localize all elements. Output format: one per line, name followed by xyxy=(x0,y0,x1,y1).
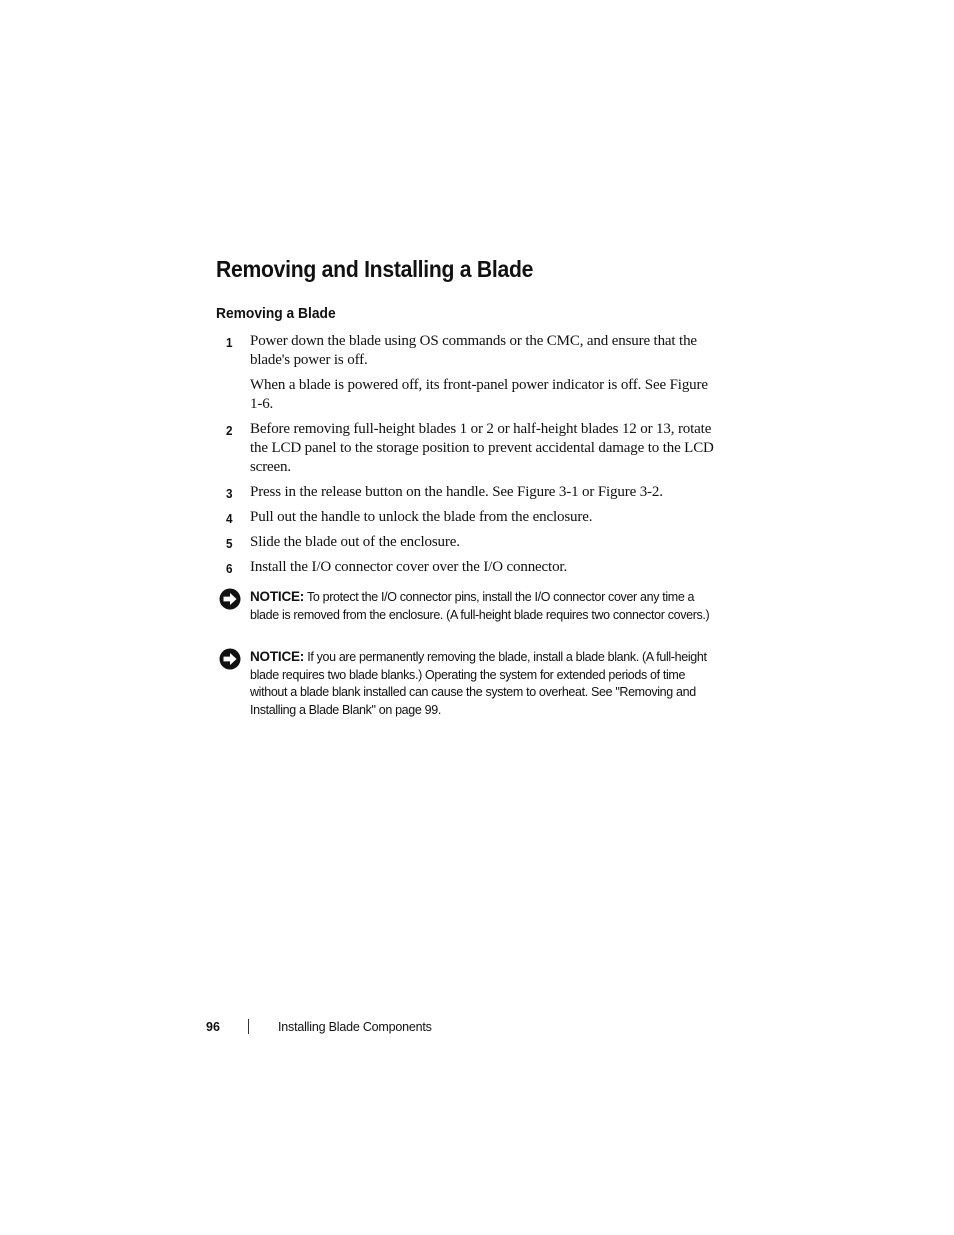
step-note: When a blade is powered off, its front-panel power indicator is off. See Figure 1-6. xyxy=(250,377,708,412)
step-1 xyxy=(226,332,716,414)
step-number: 5 xyxy=(226,536,233,551)
step-text: Before removing full-height blades 1 or 2 or half-height blades 12 or 13, rotate the LCD panel to the storage position to prevent accidental damage to the LCD screen. xyxy=(250,421,714,475)
step-number: 3 xyxy=(226,486,233,501)
step-number: 4 xyxy=(226,511,233,526)
notice-body: If you are permanently removing the blade, install a blade blank. (A full-height blade requires two blade blanks.) Operating the system for extended periods of time without a blade blank installed can cause the system to overheat. See "Removing and Installing a Blade Blank" on page 99. xyxy=(250,650,707,717)
step-text: Install the I/O connector cover over the I/O connector. xyxy=(250,559,568,575)
step-2 xyxy=(226,420,716,477)
notice-label: NOTICE: xyxy=(250,589,305,604)
step-4 xyxy=(226,508,716,527)
notice-arrow-icon xyxy=(219,588,241,610)
step-text: Power down the blade using OS commands or the CMC, and ensure that the blade's power is off. xyxy=(250,333,697,368)
notice-block xyxy=(219,588,716,624)
notice-body: To protect the I/O connector pins, install the I/O connector cover any time a blade is removed from the enclosure. (A full-height blade requires two connector covers.) xyxy=(250,590,710,622)
procedure-steps xyxy=(226,332,716,583)
step-text: Pull out the handle to unlock the blade from the enclosure. xyxy=(250,509,593,525)
step-text: Slide the blade out of the enclosure. xyxy=(250,534,460,550)
page-title: Removing and Installing a Blade xyxy=(216,256,534,282)
step-3 xyxy=(226,483,716,502)
notice-label: NOTICE: xyxy=(250,649,305,664)
step-5 xyxy=(226,533,716,552)
notice-text xyxy=(250,648,716,719)
notice-block xyxy=(219,648,716,719)
step-number: 1 xyxy=(226,335,233,350)
footer-divider xyxy=(248,1019,249,1034)
step-text: Press in the release button on the handle. See Figure 3-1 or Figure 3-2. xyxy=(250,484,663,500)
notice-arrow-icon xyxy=(219,648,241,670)
chapter-title: Installing Blade Components xyxy=(278,1020,432,1034)
step-number: 2 xyxy=(226,423,233,438)
notice-text xyxy=(250,588,716,624)
step-number: 6 xyxy=(226,561,233,576)
page-number: 96 xyxy=(206,1020,220,1034)
step-6 xyxy=(226,558,716,577)
section-title: Removing a Blade xyxy=(216,305,336,322)
